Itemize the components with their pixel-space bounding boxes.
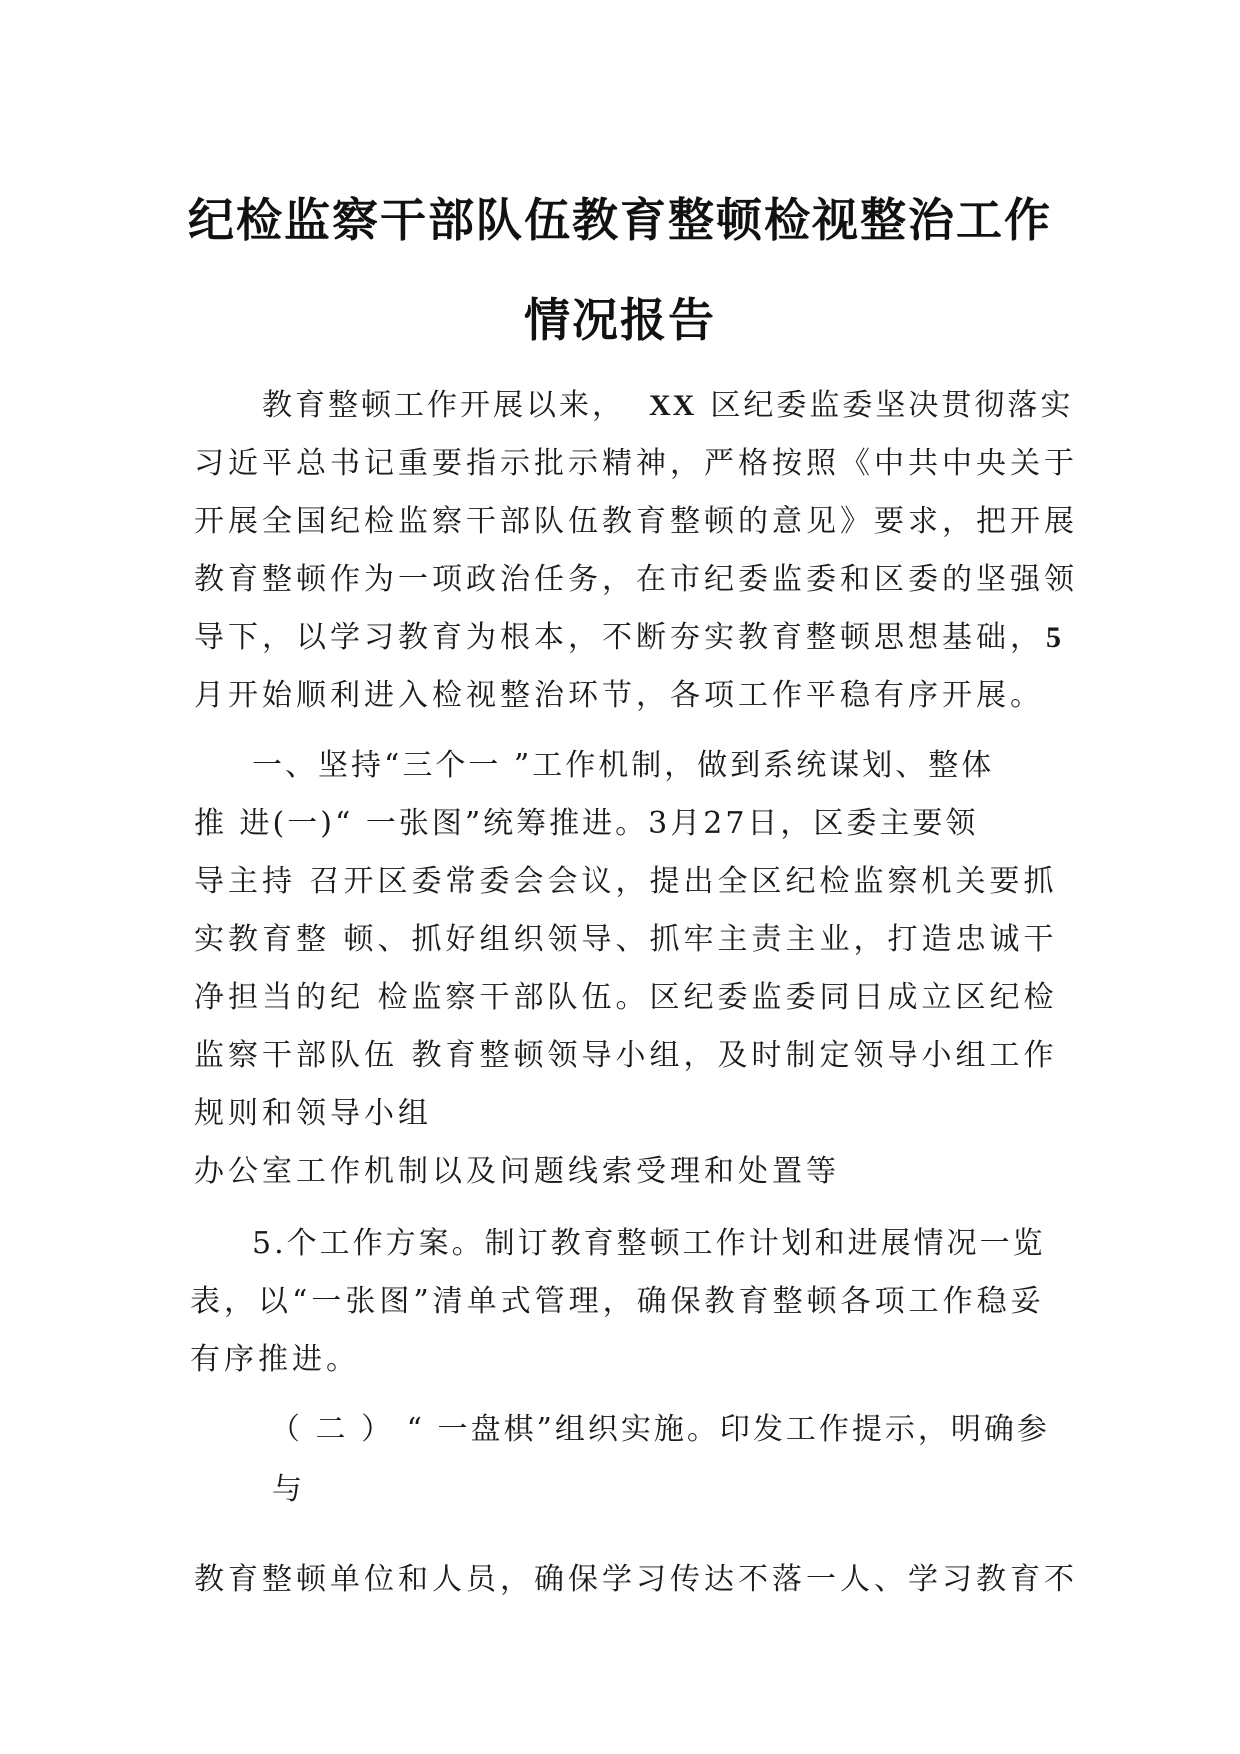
- document-title-line-2: 情况报告: [524, 293, 716, 347]
- document-title-line-1: 纪检监察干部队伍教育整顿检视整治工作: [188, 193, 1052, 247]
- paragraph-3-line-1: 5.个工作方案。制订教育整顿工作计划和进展情况一览: [252, 1226, 1046, 1261]
- paragraph-2-line-6: 监察干部队伍 教育整顿领导小组，及时制定领导小组工作: [194, 1038, 1058, 1073]
- paragraph-2-line-8: 办公室工作机制以及问题线索受理和处置等: [194, 1154, 840, 1189]
- paragraph-2-line-7: 规则和领导小组: [194, 1096, 432, 1131]
- paragraph-1-line-3: 开展全国纪检监察干部队伍教育整顿的意见》要求，把开展: [194, 504, 1078, 539]
- paragraph-2-line-1: 一、坚持“三个一 ”工作机制，做到系统谋划、整体: [252, 748, 995, 783]
- paragraph-1-text: 区纪委监委坚决贯彻落实: [710, 388, 1074, 423]
- paragraph-3-line-2: 表，以“一张图”清单式管理，确保教育整顿各项工作稳妥: [190, 1284, 1045, 1319]
- paragraph-4-line-1: （ 二 ） “ 一盘棋”组织实施。印发工作提示，明确参: [270, 1412, 1050, 1447]
- paragraph-2-line-3: 导主持 召开区委常委会会议，提出全区纪检监察机关要抓: [194, 864, 1058, 899]
- month-number: 5: [1046, 621, 1065, 654]
- paragraph-1-text: 教育整顿工作开展以来，: [262, 388, 625, 423]
- district-placeholder: XX: [649, 389, 697, 422]
- paragraph-1-line-4: 教育整顿作为一项政治任务，在市纪委监委和区委的坚强领: [194, 562, 1078, 597]
- paragraph-1-line-1: [262, 376, 1074, 436]
- paragraph-1-line-5: [194, 608, 1065, 668]
- paragraph-1-line-6: 月开始顺利进入检视整治环节，各项工作平稳有序开展。: [194, 678, 1044, 713]
- paragraph-4-line-2: 与: [272, 1472, 306, 1507]
- paragraph-2-line-2: 推 进(一)“ 一张图”统筹推进。3月27日，区委主要领: [194, 806, 979, 841]
- paragraph-3-line-3: 有序推进。: [190, 1342, 360, 1377]
- paragraph-2-line-5: 净担当的纪 检监察干部队伍。区纪委监委同日成立区纪检: [194, 980, 1058, 1015]
- paragraph-2-line-4: 实教育整 顿、抓好组织领导、抓牢主责主业，打造忠诚干: [194, 922, 1058, 957]
- paragraph-1-line-2: 习近平总书记重要指示批示精神，严格按照《中共中央关于: [194, 446, 1078, 481]
- paragraph-1-text: 导下，以学习教育为根本，不断夯实教育整顿思想基础，: [194, 620, 1044, 655]
- paragraph-4-line-3: 教育整顿单位和人员，确保学习传达不落一人、学习教育不: [194, 1562, 1078, 1597]
